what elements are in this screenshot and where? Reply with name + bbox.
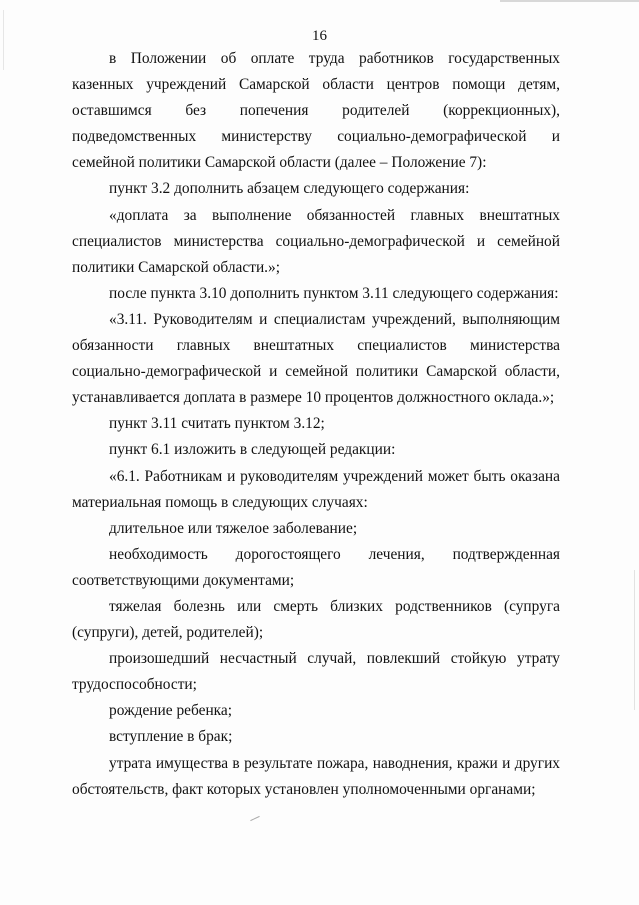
- scan-artifact: [634, 570, 635, 710]
- page-number: 16: [312, 28, 327, 44]
- list-item: тяжелая болезнь или смерть близких родственников (супруга (супруги), детей, родителей);: [72, 597, 560, 642]
- scan-artifact: [500, 0, 639, 2]
- paragraph: в Положении об оплате труда работников государственных казенных учреждений Самарской области центров помощи детям, оставшимся без попечения родителей (коррекционных), подведомственных министерству социально-демографической и семейной политики Самарской области (далее – Положение 7):: [72, 50, 560, 172]
- paragraph: «6.1. Работникам и руководителям учреждений может быть оказана материальная помощь в следующих случаях:: [72, 467, 560, 511]
- document-body: [72, 46, 560, 803]
- paragraph: пункт 3.11 считать пунктом 3.12;: [109, 415, 325, 433]
- paragraph: пункт 6.1 изложить в следующей редакции:: [109, 441, 396, 459]
- list-item: длительное или тяжелое заболевание;: [109, 519, 358, 537]
- list-item: вступление в брак;: [109, 728, 233, 746]
- paragraph: «доплата за выполнение обязанностей главных внештатных специалистов министерства социально-демографической и семейной политики Самарской области.»;: [72, 206, 560, 276]
- paragraph: «3.11. Руководителям и специалистам учреждений, выполняющим обязанности главных внештатных специалистов министерства социально-демографической и семейной политики Самарской области, устанавливается доплата в размере 10 процентов должностного оклада.»;: [72, 310, 560, 407]
- scan-artifact: [250, 816, 259, 821]
- paragraph: после пункта 3.10 дополнить пунктом 3.11 следующего содержания:: [109, 284, 559, 302]
- list-item: рождение ребенка;: [109, 702, 233, 720]
- list-item: необходимость дорогостоящего лечения, подтвержденная соответствующими документами;: [72, 545, 560, 589]
- list-item: произошедший несчастный случай, повлекший стойкую утрату трудоспособности;: [72, 650, 560, 694]
- list-item: утрата имущества в результате пожара, наводнения, кражи и других обстоятельств, факт которых установлен уполномоченными органами;: [72, 754, 560, 798]
- paragraph: пункт 3.2 дополнить абзацем следующего содержания:: [109, 180, 470, 198]
